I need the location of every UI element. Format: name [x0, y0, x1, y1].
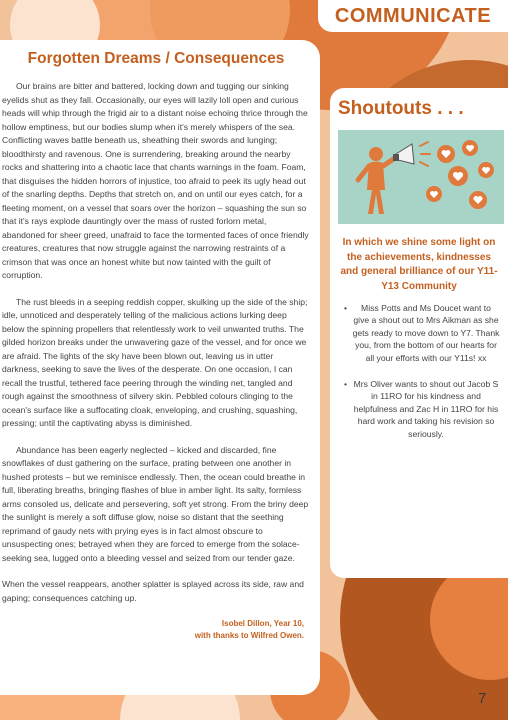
section-header: [318, 0, 508, 32]
list-item: [338, 302, 500, 364]
heart-icon: [437, 145, 455, 163]
section-title: COMMUNICATE: [334, 4, 492, 27]
megaphone-illustration-svg: [338, 130, 504, 224]
heart-icon: [469, 191, 487, 209]
list-item: [338, 378, 500, 440]
heart-icon: [462, 140, 478, 156]
shoutout-text: Mrs Oliver wants to shout out Jacob S in 11RO for his kindness and helpfulness and Zac H in 11RO for his hard work and taking his revision so seriously.: [353, 379, 499, 439]
heart-icon: [448, 166, 468, 186]
heart-icon: [478, 162, 494, 178]
shoutouts-intro: In which we shine some light on the achievements, kindnesses and general brilliance of our Y11-Y13 Community: [340, 237, 498, 292]
shoutouts-title: Shoutouts . . .: [338, 98, 464, 119]
bullet: •: [344, 379, 348, 390]
heart-icon: [426, 186, 442, 202]
article-panel: [0, 40, 320, 695]
byline-credit: with thanks to Wilfred Owen.: [194, 630, 304, 640]
article-paragraph: Our brains are bitter and battered, locking down and tugging our sinking eyelids shut as they fall. Occasionally, our eyes will lazily loll open and curious heads will whip through the frigid air to a distant noise echoing thrice through the hollow emptiness, but our bodies slump when it's merely whispers of the sea. Conflicting waves battle beneath us, sheathing their swords and lunging; bloodthirsty and ravenous. One is surrendering, breaking around the nearby rocks and shattering into a chaotic lace that chants warnings in the foam. Foam, that disguises the hidden horrors of injustice, too afraid to peek its ugly head out of the snarling depths. Depths that stretch on, and on until our eyes catch, for a fleeting moment, on a vessel that soars over the horizon – squashing the sun so that it's rays explode dauntingly over the mass of rusted forlorn metal, abandoned for sheer greed, unafraid to face the tormented faces of once friendly creatures, creatures that now struggle against the narrowing restraints of a crimson that was once an honest white but now tainted with the guilt of corruption.: [2, 81, 309, 280]
shoutout-text: Miss Potts and Ms Doucet want to give a shout out to Mrs Aikman as she gets ready to move down to Y7. Thank you, from the bottom of our hearts for all your efforts with our Y11s! xx: [352, 303, 500, 363]
byline-author: Isobel Dillon, Year 10,: [221, 619, 304, 628]
article-paragraph: Abundance has been eagerly neglected – kicked and discarded, fine snowflakes of dust gathering on the surface, prating between one another in hushed protests – but we reminisce endlessly. Then, the ocean could breathe in full, liberating breaths, bringing flashes of blue in amber light. Its salty, formless arms consoled us, delicate and persevering, soft yet strong. From the briny deep the sunlight is merely a soft diffuse glow, noise so distant that the seething reprimand of gaudy nets with prying eyes is in fact almost obscure to unsuspecting ones; betrayed when they are forced to emerge from the solace-seeking sea, lugged onto a bleeding vessel and seized from our tender gaze.: [2, 444, 309, 563]
article-title: Forgotten Dreams / Consequences: [27, 50, 285, 67]
page-number: 7: [478, 690, 487, 707]
article-byline: [2, 618, 310, 641]
article-paragraph: When the vessel reappears, another splatter is splayed across its side, raw and gaping; consequences catching up.: [2, 579, 304, 603]
shoutouts-panel: [330, 88, 508, 578]
megaphone-person-illustration: [338, 130, 504, 224]
bullet: •: [344, 303, 348, 313]
article-paragraph: The rust bleeds in a seeping reddish copper, skulking up the side of the ship; idle, unnoticed and desperately telling of the malicious actions lurking deep below the spinning propellers that relentlessly work to veil unwanted truths. The gilded horizon breaks under the unwavering gaze of the vessel, and for once we are afraid. The lights of the sky have been blown out, leaving us in utter darkness, seeking to save the lives of the desperate. On one occasion, I can recall the trustful, tethered face peering through the winding net, tangled and rough against the smoothness of silvery skin. Pebbled colours clinging to the ocean's surface like a suffocating cloak, enveloping, and crushing, squashing, pressing; until the captivating abyss is diminished.: [2, 296, 308, 428]
shoutouts-list: [338, 302, 500, 440]
